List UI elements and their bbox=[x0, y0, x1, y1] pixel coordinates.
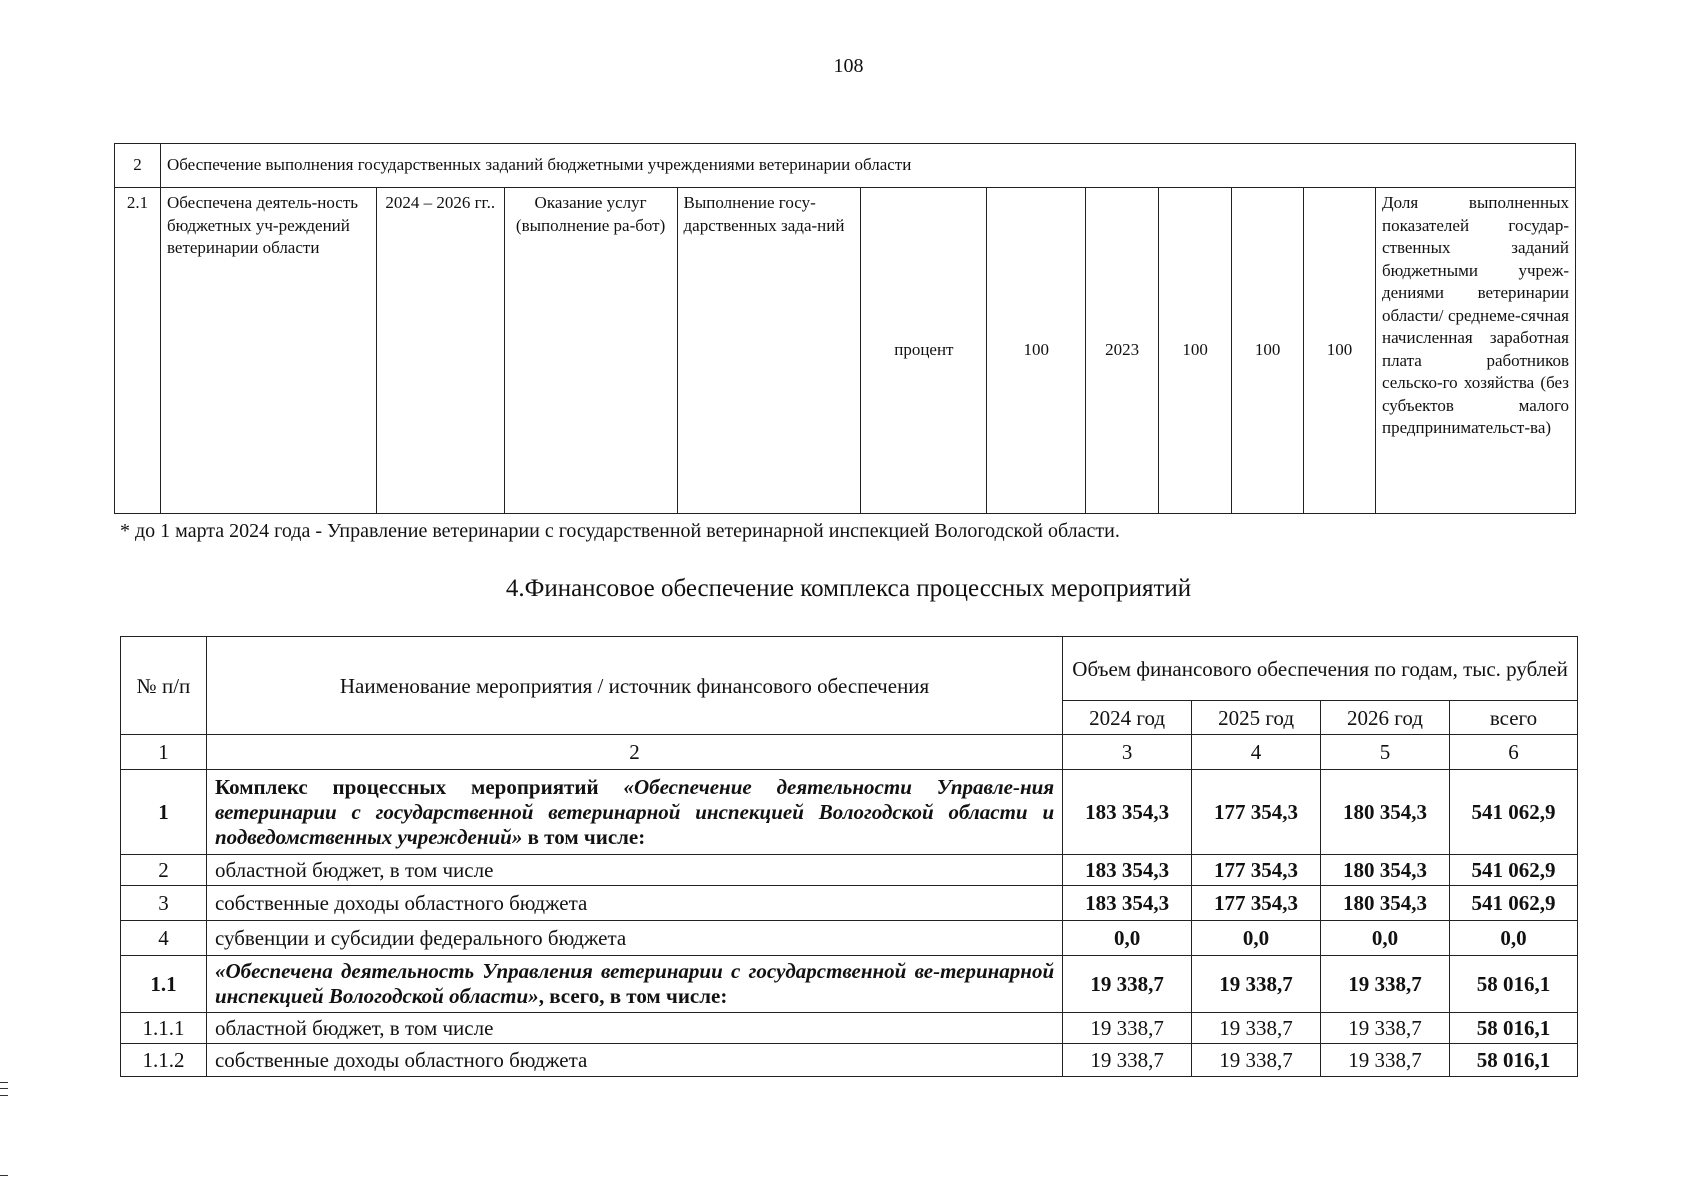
row-number: 2 bbox=[121, 855, 207, 886]
value-2025: 0,0 bbox=[1192, 921, 1321, 956]
margin-mark bbox=[0, 1175, 8, 1176]
row-name-tail: , всего, в том числе: bbox=[538, 984, 728, 1008]
header-name: Наименование мероприятия / источник финансового обеспечения bbox=[206, 637, 1062, 735]
item-indicator: Доля выполненных показателей государ-ственных заданий бюджетными учреж-дениями ветеринарии области/ среднеме-сячная начисленная заработная плата работников сельско-го хозяйства (без субъектов малого предпринимательст-ва) bbox=[1375, 188, 1575, 514]
row-number: 1.1 bbox=[121, 956, 207, 1013]
table-row bbox=[121, 1013, 1578, 1044]
value-2026: 19 338,7 bbox=[1321, 1013, 1450, 1044]
header-total: всего bbox=[1449, 701, 1577, 735]
row-name: собственные доходы областного бюджета bbox=[206, 886, 1062, 921]
value-2025: 19 338,7 bbox=[1192, 1044, 1321, 1077]
footnote: * до 1 марта 2024 года - Управление ветеринарии с государственной ветеринарной инспекцией Вологодской области. bbox=[120, 520, 1120, 542]
value-total: 58 016,1 bbox=[1449, 1013, 1577, 1044]
column-numbers-row bbox=[121, 735, 1578, 770]
financing-table bbox=[120, 636, 1578, 1077]
row-number: 1.1.1 bbox=[121, 1013, 207, 1044]
value-2026: 19 338,7 bbox=[1321, 1044, 1450, 1077]
item-value-2024: 100 bbox=[1159, 188, 1232, 514]
value-2026: 19 338,7 bbox=[1321, 956, 1450, 1013]
value-2025: 19 338,7 bbox=[1192, 956, 1321, 1013]
row-name: субвенции и субсидии федерального бюджета bbox=[206, 921, 1062, 956]
item-period: 2024 – 2026 гг.. bbox=[376, 188, 504, 514]
row-number: 4 bbox=[121, 921, 207, 956]
table-row bbox=[121, 770, 1578, 855]
value-2024: 183 354,3 bbox=[1063, 855, 1192, 886]
row-name-title: «Обеспечение деятельности Управле-ния ветеринарии с государственной ветеринарной инспекцией Вологодской области и подведомственных учреждений» bbox=[214, 774, 1055, 849]
value-2026: 180 354,3 bbox=[1321, 855, 1450, 886]
value-total: 541 062,9 bbox=[1449, 770, 1577, 855]
item-number: 2.1 bbox=[115, 188, 161, 514]
value-2026: 180 354,3 bbox=[1321, 770, 1450, 855]
value-2025: 177 354,3 bbox=[1192, 770, 1321, 855]
row-name-lead: Комплекс процессных мероприятий bbox=[214, 774, 624, 799]
header-volume: Объем финансового обеспечения по годам, тыс. рублей bbox=[1063, 637, 1578, 701]
item-type: Оказание услуг (выполнение ра-бот) bbox=[504, 188, 677, 514]
value-2025: 19 338,7 bbox=[1192, 1013, 1321, 1044]
table-row bbox=[121, 921, 1578, 956]
value-total: 58 016,1 bbox=[1449, 1044, 1577, 1077]
indicators-table bbox=[114, 143, 1576, 514]
table-row bbox=[121, 1044, 1578, 1077]
value-total: 58 016,1 bbox=[1449, 956, 1577, 1013]
value-2024: 183 354,3 bbox=[1063, 886, 1192, 921]
row-number: 1.1.2 bbox=[121, 1044, 207, 1077]
header-2024: 2024 год bbox=[1063, 701, 1192, 735]
row-name bbox=[206, 770, 1062, 855]
section-row bbox=[115, 144, 1576, 188]
header-2026: 2026 год bbox=[1321, 701, 1450, 735]
header-num: № п/п bbox=[121, 637, 207, 735]
item-base-year: 2023 bbox=[1086, 188, 1159, 514]
value-2026: 0,0 bbox=[1321, 921, 1450, 956]
row-name-title: «Обеспечена деятельность Управления ветеринарии с государственной ве-теринарной инспекцией Вологодской области» bbox=[214, 959, 1055, 1008]
item-value-2026: 100 bbox=[1304, 188, 1376, 514]
value-2024: 19 338,7 bbox=[1063, 1044, 1192, 1077]
header-2025: 2025 год bbox=[1192, 701, 1321, 735]
margin-mark bbox=[0, 1082, 8, 1096]
table-row bbox=[121, 956, 1578, 1013]
value-2024: 19 338,7 bbox=[1063, 1013, 1192, 1044]
table-row bbox=[121, 886, 1578, 921]
section-heading: 4.Финансовое обеспечение комплекса процессных мероприятий bbox=[505, 575, 1192, 602]
value-2024: 0,0 bbox=[1063, 921, 1192, 956]
value-2024: 183 354,3 bbox=[1063, 770, 1192, 855]
item-result: Обеспечена деятель-ность бюджетных уч-реждений ветеринарии области bbox=[160, 188, 376, 514]
col-number: 5 bbox=[1321, 735, 1450, 770]
row-name-tail: в том числе: bbox=[522, 824, 646, 849]
row-name bbox=[206, 956, 1062, 1013]
row-name: областной бюджет, в том числе bbox=[206, 1013, 1062, 1044]
value-total: 541 062,9 bbox=[1449, 886, 1577, 921]
row-name: собственные доходы областного бюджета bbox=[206, 1044, 1062, 1077]
table-row bbox=[121, 855, 1578, 886]
col-number: 2 bbox=[206, 735, 1062, 770]
item-row bbox=[115, 188, 1576, 514]
row-name: областной бюджет, в том числе bbox=[206, 855, 1062, 886]
item-base-value: 100 bbox=[987, 188, 1086, 514]
section-title: Обеспечение выполнения государственных заданий бюджетными учреждениями ветеринарии области bbox=[160, 144, 1575, 188]
value-2026: 180 354,3 bbox=[1321, 886, 1450, 921]
value-2025: 177 354,3 bbox=[1192, 886, 1321, 921]
item-characteristic: Выполнение госу-дарственных зада-ний bbox=[677, 188, 861, 514]
row-number: 3 bbox=[121, 886, 207, 921]
section-number: 2 bbox=[115, 144, 161, 188]
header-row bbox=[121, 637, 1578, 701]
value-2025: 177 354,3 bbox=[1192, 855, 1321, 886]
page-number: 108 bbox=[833, 55, 864, 77]
value-2024: 19 338,7 bbox=[1063, 956, 1192, 1013]
col-number: 4 bbox=[1192, 735, 1321, 770]
item-value-2025: 100 bbox=[1232, 188, 1304, 514]
value-total: 0,0 bbox=[1449, 921, 1577, 956]
col-number: 6 bbox=[1449, 735, 1577, 770]
col-number: 3 bbox=[1063, 735, 1192, 770]
value-total: 541 062,9 bbox=[1449, 855, 1577, 886]
row-number: 1 bbox=[121, 770, 207, 855]
item-unit: процент bbox=[861, 188, 987, 514]
col-number: 1 bbox=[121, 735, 207, 770]
